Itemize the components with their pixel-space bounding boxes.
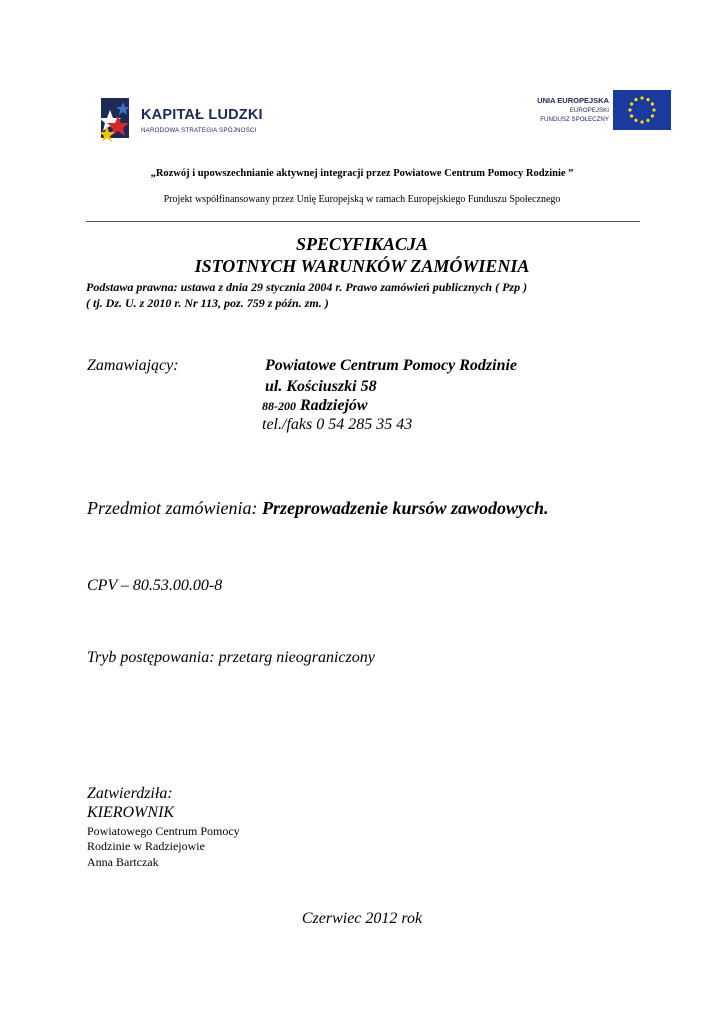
contracting-authority-phone: tel./faks 0 54 285 35 43	[262, 416, 413, 433]
kapital-ludzki-title: KAPITAŁ LUDZKI	[141, 107, 263, 123]
order-subject	[87, 498, 549, 519]
document-date: Czerwiec 2012 rok	[301, 910, 423, 927]
legal-basis-line2: ( tj. Dz. U. z 2010 r. Nr 113, poz. 759 z późn. zm. )	[86, 296, 329, 310]
approver-org-line2: Rodzinie w Radziejowie	[87, 839, 205, 853]
document-title: SPECYFIKACJA	[295, 234, 429, 254]
contracting-authority-postal	[262, 397, 368, 415]
contracting-authority-name: Powiatowe Centrum Pomocy Rodzinie	[265, 357, 518, 374]
header-divider	[86, 221, 640, 222]
contracting-authority-street: ul. Kościuszki 58	[265, 378, 377, 395]
eu-flag-icon	[613, 90, 671, 130]
approver-name: Anna Bartczak	[87, 855, 159, 869]
approver-org-line1: Powiatowego Centrum Pomocy	[87, 824, 240, 838]
legal-basis-line1: Podstawa prawna: ustawa z dnia 29 stycznia 2004 r. Prawo zamówień publicznych ( Pzp )	[86, 280, 528, 294]
order-subject-label: Przedmiot zamówienia:	[87, 498, 258, 518]
approver-role: KIEROWNIK	[87, 804, 175, 821]
eu-logo-line2: EUROPEJSKI	[569, 107, 609, 114]
eu-logo-line3: FUNDUSZ SPOŁECZNY	[540, 116, 609, 123]
approved-by-label: Zatwierdziła:	[87, 785, 173, 802]
kapital-ludzki-subtitle: NARODOWA STRATEGIA SPÓJNOŚCI	[141, 127, 257, 134]
kapital-ludzki-emblem-icon	[93, 96, 139, 148]
kapital-ludzki-logo	[93, 96, 273, 148]
eu-efs-logo	[513, 88, 673, 138]
cpv-code: CPV – 80.53.00.00-8	[87, 577, 223, 594]
contracting-authority-label: Zamawiający:	[87, 357, 179, 374]
order-subject-value: Przeprowadzenie kursów zawodowych.	[262, 498, 549, 518]
project-cofinance-note: Projekt współfinansowany przez Unię Europejską w ramach Europejskiego Funduszu Społecznego	[163, 194, 561, 205]
postcode: 88-200	[262, 399, 296, 413]
document-subtitle: ISTOTNYCH WARUNKÓW ZAMÓWIENIA	[194, 256, 530, 276]
procedure-mode: Tryb postępowania: przetarg nieograniczony	[87, 649, 375, 666]
city: Radziejów	[300, 397, 368, 414]
project-title: „Rozwój i upowszechnianie aktywnej integracji przez Powiatowe Centrum Pomocy Rodzinie ”	[150, 168, 574, 179]
eu-logo-line1: UNIA EUROPEJSKA	[537, 96, 609, 105]
